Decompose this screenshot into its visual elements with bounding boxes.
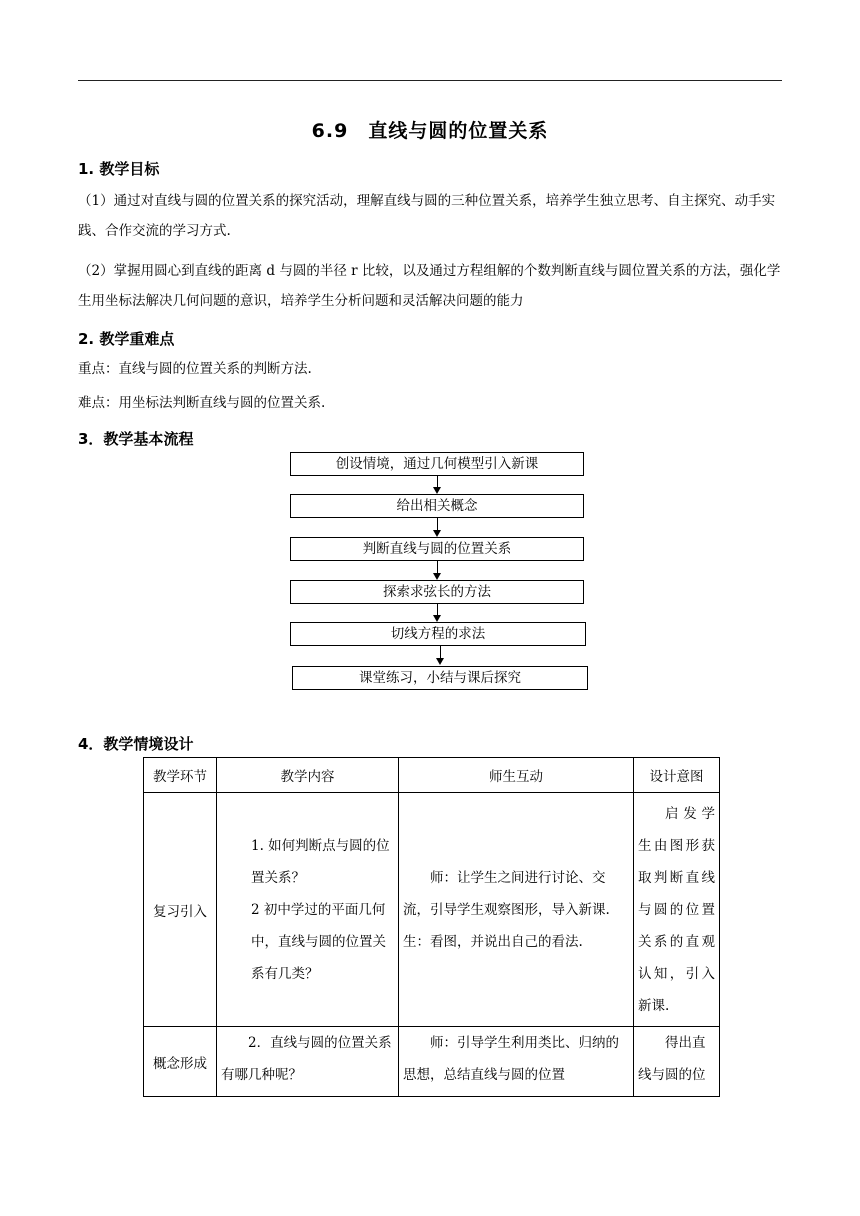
flow-arrow-head	[433, 530, 441, 537]
flow-step: 课堂练习，小结与课后探究	[292, 666, 588, 690]
section-heading-flow: 3．教学基本流程	[78, 430, 194, 448]
flow-arrow-head	[436, 658, 444, 665]
table-row	[144, 793, 720, 1027]
flow-arrow-head	[433, 615, 441, 622]
table-cell-stage: 概念形成	[144, 1027, 217, 1097]
flow-step: 创设情境，通过几何模型引入新课	[290, 452, 584, 476]
flow-step: 探索求弦长的方法	[290, 580, 584, 604]
table-header-cell: 师生互动	[399, 758, 634, 793]
table-header-cell: 设计意图	[634, 758, 720, 793]
flow-arrow	[437, 518, 438, 530]
flow-step: 切线方程的求法	[290, 622, 586, 646]
key-point-text: 重点：直线与圆的位置关系的判断方法.	[78, 361, 312, 377]
table-cell-stage: 复习引入	[144, 793, 217, 1027]
section-heading-objectives: 1. 教学目标	[78, 160, 160, 178]
table-cell-content: 2．直线与圆的位置关系有哪几种呢？	[217, 1027, 399, 1097]
table-header-cell: 教学内容	[217, 758, 399, 793]
table-row	[144, 1027, 720, 1097]
header-rule	[78, 80, 782, 81]
table-cell-intent: 启发学生由图形获取判断直线与圆的位置关系的直观认知，引入新课.	[634, 793, 720, 1027]
table-header-row	[144, 758, 720, 793]
page-title: 6.9 直线与圆的位置关系	[311, 120, 549, 142]
table-cell-interaction: 师：引导学生利用类比、归纳的思想，总结直线与圆的位置	[399, 1027, 634, 1097]
teaching-design-table	[143, 757, 720, 1097]
section-heading-key-points: 2. 教学重难点	[78, 330, 175, 348]
objective-paragraph-2: （2）掌握用圆心到直线的距离 d 与圆的半径 r 比较，以及通过方程组解的个数判断直线与圆位置关系的方法，强化学生用坐标法解决几何问题的意识，培养学生分析问题和灵活解决问题的能力	[78, 263, 781, 309]
flow-arrow	[437, 604, 438, 615]
difficult-point-text: 难点：用坐标法判断直线与圆的位置关系.	[78, 395, 326, 411]
flow-step: 给出相关概念	[290, 494, 584, 518]
table-header-cell: 教学环节	[144, 758, 217, 793]
flow-arrow	[440, 646, 441, 658]
flow-arrow-head	[433, 487, 441, 494]
objective-paragraph-1: （1）通过对直线与圆的位置关系的探究活动，理解直线与圆的三种位置关系，培养学生独立思考、自主探究、动手实践、合作交流的学习方式.	[78, 193, 776, 239]
flow-step: 判断直线与圆的位置关系	[290, 537, 584, 561]
flow-arrow	[437, 561, 438, 573]
table-cell-intent: 得出直线与圆的位	[634, 1027, 720, 1097]
table-cell-content: 1. 如何判断点与圆的位置关系？ 2 初中学过的平面几何中，直线与圆的位置关系有几类？	[217, 793, 399, 1027]
flow-arrow-head	[433, 573, 441, 580]
table-cell-interaction: 师：让学生之间进行讨论、交流，引导学生观察图形，导入新课. 生：看图，并说出自己的看法.	[399, 793, 634, 1027]
flow-arrow	[437, 476, 438, 487]
section-heading-situation-design: 4．教学情境设计	[78, 735, 194, 753]
